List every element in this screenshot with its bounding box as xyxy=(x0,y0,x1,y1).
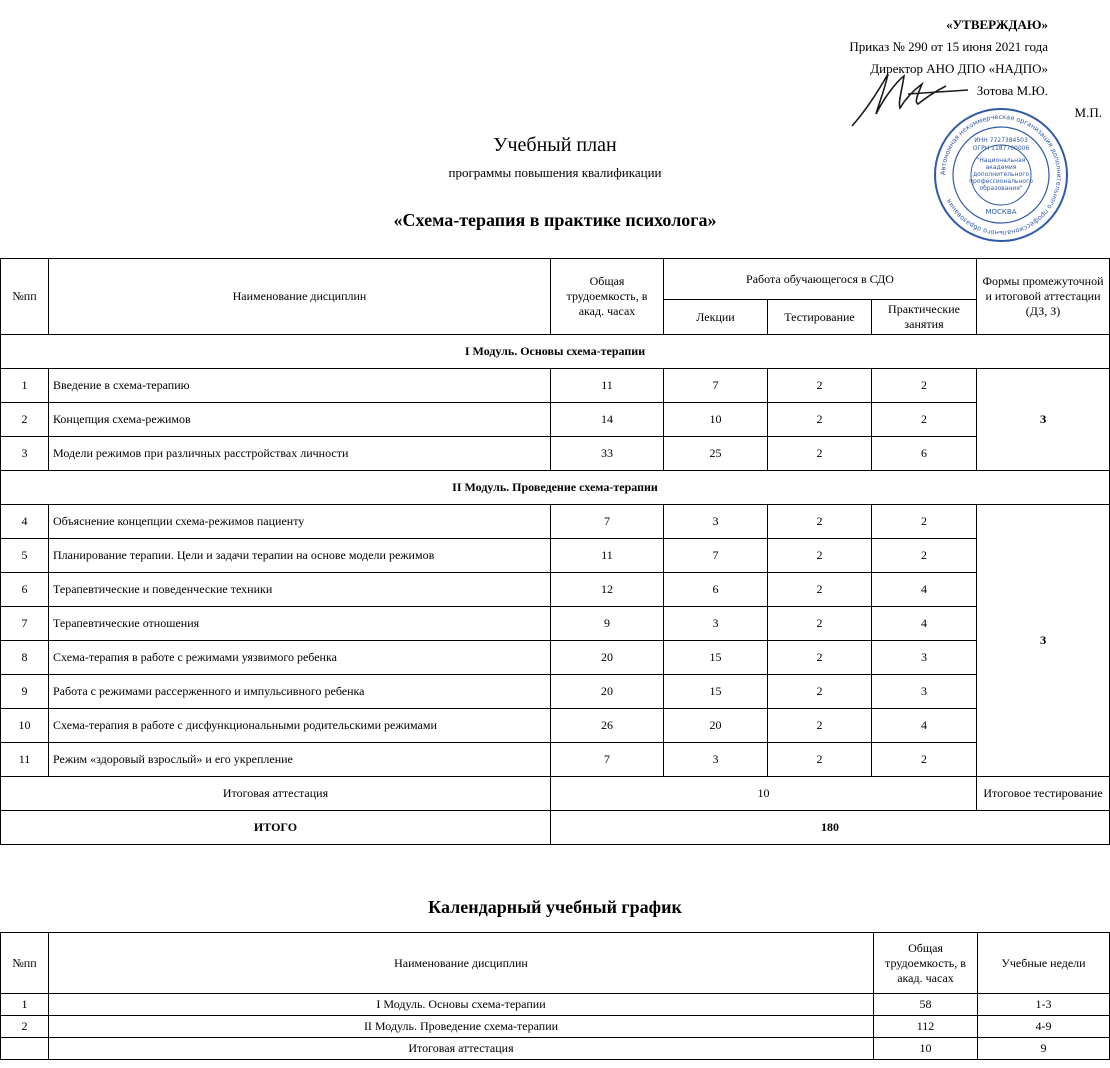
cell-name: Терапевтические отношения xyxy=(49,607,551,641)
cell-num: 1 xyxy=(1,369,49,403)
seal-center-2: академия xyxy=(985,164,1017,171)
final-row xyxy=(1,777,1110,811)
table-row xyxy=(1,539,1110,573)
plan-title: Учебный план xyxy=(493,134,617,156)
approval-order: Приказ № 290 от 15 июня 2021 года xyxy=(849,39,1048,54)
cell-practice: 4 xyxy=(872,709,977,743)
cell-practice: 4 xyxy=(872,607,977,641)
final-hours: 10 xyxy=(551,777,977,811)
cell-form: З xyxy=(977,369,1110,471)
cell-num: 8 xyxy=(1,641,49,675)
seal-center-1: "Национальная xyxy=(976,157,1026,164)
cell-testing: 2 xyxy=(768,607,872,641)
cell-practice: 3 xyxy=(872,675,977,709)
cell-name: Работа с режимами рассерженного и импульсивного ребенка xyxy=(49,675,551,709)
cell-testing: 2 xyxy=(768,505,872,539)
cell-total: 26 xyxy=(551,709,664,743)
cell-total: 7 xyxy=(551,505,664,539)
final-form: Итоговое тестирование xyxy=(977,777,1110,811)
cell-lectures: 20 xyxy=(664,709,768,743)
cell-total: 11 xyxy=(551,369,664,403)
cell-testing: 2 xyxy=(768,437,872,471)
cell-total: 14 xyxy=(551,403,664,437)
cell-practice: 2 xyxy=(872,369,977,403)
cell-testing: 2 xyxy=(768,539,872,573)
cell-name: Схема-терапия в работе с режимами уязвимого ребенка xyxy=(49,641,551,675)
cell-num xyxy=(1,1038,49,1060)
cell-weeks: 1-3 xyxy=(978,994,1110,1016)
sched-header-num: №пп xyxy=(1,933,49,994)
header-num: №пп xyxy=(1,259,49,335)
cell-num: 2 xyxy=(1,403,49,437)
seal-inn: ИНН 7727384503 xyxy=(974,137,1028,144)
cell-testing: 2 xyxy=(768,641,872,675)
cell-name: Режим «здоровый взрослый» и его укрепление xyxy=(49,743,551,777)
module-title: I Модуль. Основы схема-терапии xyxy=(1,335,1110,369)
total-hours: 180 xyxy=(551,811,1110,845)
cell-num: 3 xyxy=(1,437,49,471)
cell-practice: 2 xyxy=(872,743,977,777)
header-total: Общая трудоемкость, в акад. часах xyxy=(551,259,664,335)
cell-testing: 2 xyxy=(768,573,872,607)
module-title: II Модуль. Проведение схема-терапии xyxy=(1,471,1110,505)
table-row xyxy=(1,369,1110,403)
cell-num: 11 xyxy=(1,743,49,777)
seal-center-5: образования" xyxy=(979,185,1023,192)
cell-lectures: 25 xyxy=(664,437,768,471)
cell-lectures: 10 xyxy=(664,403,768,437)
header-work: Работа обучающегося в СДО xyxy=(664,259,977,300)
cell-num: 6 xyxy=(1,573,49,607)
cell-name: Схема-терапия в работе с дисфункциональными родительскими режимами xyxy=(49,709,551,743)
cell-total: 33 xyxy=(551,437,664,471)
cell-form: З xyxy=(977,505,1110,777)
cell-lectures: 7 xyxy=(664,539,768,573)
table-row xyxy=(1,675,1110,709)
seal-center-3: дополнительного xyxy=(972,171,1030,178)
table-row xyxy=(1,573,1110,607)
program-title: «Схема-терапия в практике психолога» xyxy=(393,210,717,230)
cell-num: 5 xyxy=(1,539,49,573)
schedule-title: Календарный учебный график xyxy=(428,897,682,917)
cell-total: 9 xyxy=(551,607,664,641)
cell-name: Концепция схема-режимов xyxy=(49,403,551,437)
schedule-table xyxy=(0,932,1110,1060)
cell-weeks: 9 xyxy=(978,1038,1110,1060)
stamp-label: М.П. xyxy=(1074,105,1102,120)
cell-num: 1 xyxy=(1,994,49,1016)
cell-testing: 2 xyxy=(768,709,872,743)
cell-lectures: 6 xyxy=(664,573,768,607)
cell-total: 12 xyxy=(551,573,664,607)
table-row xyxy=(1,403,1110,437)
table-row xyxy=(1,1038,1110,1060)
header-lectures: Лекции xyxy=(664,300,768,335)
sched-header-weeks: Учебные недели xyxy=(978,933,1110,994)
cell-testing: 2 xyxy=(768,675,872,709)
cell-total: 112 xyxy=(874,1016,978,1038)
table-row xyxy=(1,1016,1110,1038)
sched-header-name: Наименование дисциплин xyxy=(49,933,874,994)
header-practice: Практические занятия xyxy=(872,300,977,335)
curriculum-table xyxy=(0,258,1110,845)
cell-name: Объяснение концепции схема-режимов пациенту xyxy=(49,505,551,539)
cell-total: 20 xyxy=(551,641,664,675)
table-row xyxy=(1,505,1110,539)
cell-total: 7 xyxy=(551,743,664,777)
cell-lectures: 3 xyxy=(664,607,768,641)
cell-testing: 2 xyxy=(768,369,872,403)
cell-total: 20 xyxy=(551,675,664,709)
cell-num: 10 xyxy=(1,709,49,743)
cell-total: 58 xyxy=(874,994,978,1016)
cell-name: Итоговая аттестация xyxy=(49,1038,874,1060)
seal-ogrn: ОГРН 1187700006 xyxy=(972,145,1030,152)
cell-practice: 2 xyxy=(872,539,977,573)
final-label: Итоговая аттестация xyxy=(1,777,551,811)
sched-header-total: Общая трудоемкость, в акад. часах xyxy=(874,933,978,994)
table-row xyxy=(1,607,1110,641)
cell-lectures: 15 xyxy=(664,675,768,709)
cell-name: Терапевтические и поведенческие техники xyxy=(49,573,551,607)
approval-title: «УТВЕРЖДАЮ» xyxy=(946,17,1048,32)
cell-total: 11 xyxy=(551,539,664,573)
cell-practice: 3 xyxy=(872,641,977,675)
total-label: ИТОГО xyxy=(1,811,551,845)
table-row xyxy=(1,709,1110,743)
total-row xyxy=(1,811,1110,845)
cell-practice: 4 xyxy=(872,573,977,607)
seal-center-4: профессионального xyxy=(969,178,1033,185)
table-row xyxy=(1,994,1110,1016)
cell-total: 10 xyxy=(874,1038,978,1060)
cell-practice: 6 xyxy=(872,437,977,471)
header-name: Наименование дисциплин xyxy=(49,259,551,335)
cell-name: Введение в схема-терапию xyxy=(49,369,551,403)
cell-testing: 2 xyxy=(768,743,872,777)
cell-name: I Модуль. Основы схема-терапии xyxy=(49,994,874,1016)
cell-num: 4 xyxy=(1,505,49,539)
cell-num: 7 xyxy=(1,607,49,641)
table-row xyxy=(1,743,1110,777)
header-testing: Тестирование xyxy=(768,300,872,335)
cell-num: 9 xyxy=(1,675,49,709)
cell-name: Модели режимов при различных расстройствах личности xyxy=(49,437,551,471)
cell-name: II Модуль. Проведение схема-терапии xyxy=(49,1016,874,1038)
cell-num: 2 xyxy=(1,1016,49,1038)
cell-weeks: 4-9 xyxy=(978,1016,1110,1038)
cell-lectures: 15 xyxy=(664,641,768,675)
seal-ring-text: Автономная некоммерческая организация дополнительного профессионального образования xyxy=(938,112,1064,238)
approval-director: Директор АНО ДПО «НАДПО» xyxy=(870,61,1048,76)
table-row xyxy=(1,641,1110,675)
header-forms: Формы промежуточной и итоговой аттестации (ДЗ, З) xyxy=(977,259,1110,335)
approval-name: Зотова М.Ю. xyxy=(976,83,1048,98)
plan-subtitle: программы повышения квалификации xyxy=(448,165,662,180)
cell-testing: 2 xyxy=(768,403,872,437)
cell-name: Планирование терапии. Цели и задачи терапии на основе модели режимов xyxy=(49,539,551,573)
cell-lectures: 3 xyxy=(664,743,768,777)
cell-lectures: 7 xyxy=(664,369,768,403)
cell-practice: 2 xyxy=(872,505,977,539)
cell-practice: 2 xyxy=(872,403,977,437)
table-row xyxy=(1,437,1110,471)
seal-city: МОСКВА xyxy=(985,208,1017,216)
cell-lectures: 3 xyxy=(664,505,768,539)
